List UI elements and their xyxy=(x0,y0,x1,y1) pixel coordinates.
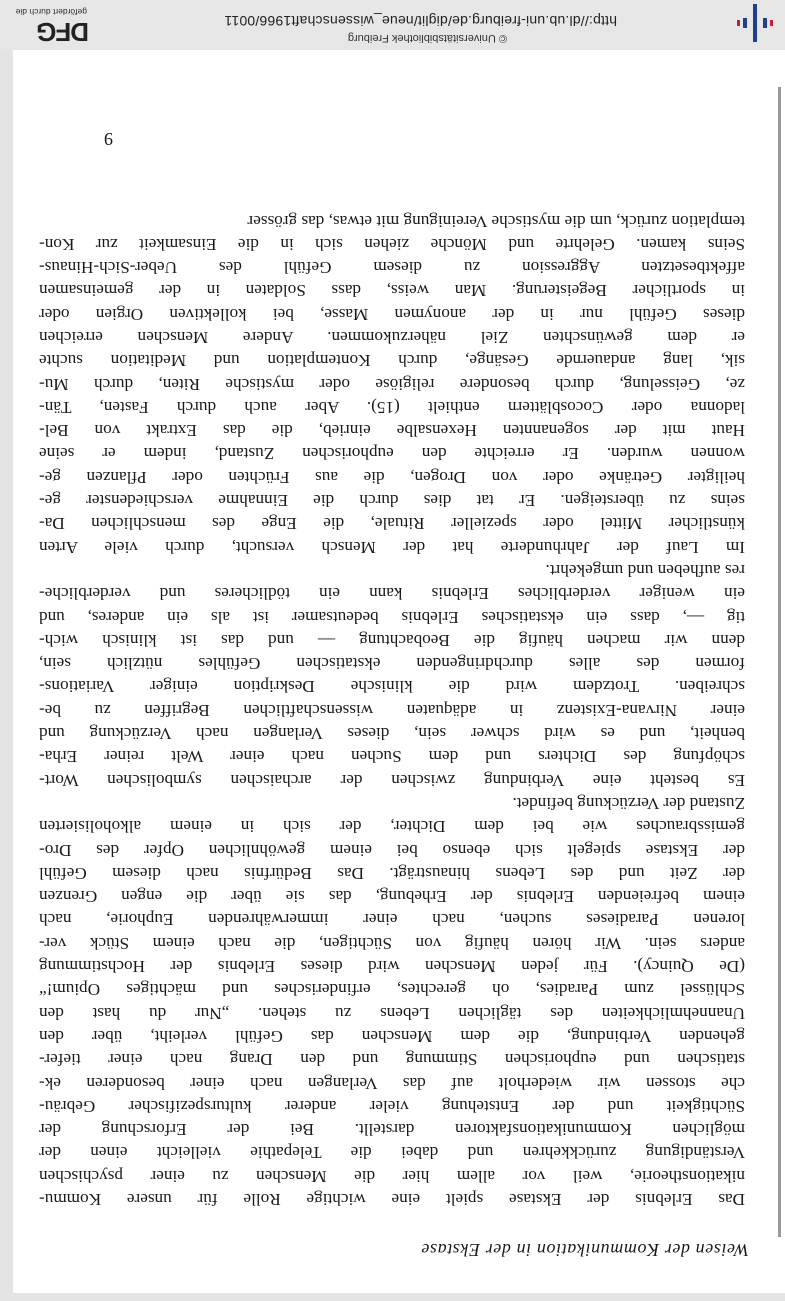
text-line: res aufheben und umgekehrt. xyxy=(545,560,745,580)
text-line: Verständigung zurückkehren und dabei die Telepathie vielleicht einen der xyxy=(39,1143,745,1163)
scanned-page xyxy=(13,50,785,1293)
text-line: Das Erlebnis der Ekstase spielt eine wichtige Rolle für unsere Kommu- xyxy=(39,1190,745,1209)
text-line: Es besteht eine Verbindung zwischen der archaischen symbolischen Wort- xyxy=(39,770,745,790)
text-line: Schlüssel zum Paradies, oh gerechtes, erfinderisches und mächtiges Opium!“ xyxy=(39,980,745,1000)
text-line: möglichen Kommunikationsfaktoren darstellt. Bei der Erforschung der xyxy=(39,1120,745,1140)
text-line: ladonna oder Cocosblättern enthielt (15). Aber auch durch Fasten, Tän- xyxy=(39,397,745,417)
body-text xyxy=(39,209,745,1211)
text-line: heiligter Getränke oder von Drogen, die aus Früchten oder Pflanzen ge- xyxy=(39,467,745,487)
text-line: schöpfung des Dichters und dem Suchen nach einer Welt reiner Erha- xyxy=(39,747,745,767)
text-line: einem befreienden Erlebnis der Erhebung, das sie über die engen Grenzen xyxy=(39,887,745,907)
text-line: denn wir machen häufig die Beobachtung — und das ist klinisch wich- xyxy=(39,630,745,650)
footer-url[interactable]: http://dl.ub.uni-freiburg.de/diglit/neue_wissenschaft1966/0011 xyxy=(224,13,617,29)
page-number: 9 xyxy=(104,129,113,149)
footer-bar xyxy=(0,0,785,50)
text-line: templation zurück, um die mystische Vereinigung mit etwas, das grösser xyxy=(247,211,745,231)
text-line: benheit, und es wird schwer sein, dieses Verlangen nach Verzückung und xyxy=(39,724,745,744)
text-line: Seins kamen. Gelehrte und Mönche ziehen sich in die Einsamkeit zur Kon- xyxy=(39,234,745,254)
text-line: sik, lang andauernde Gesänge, durch Kontemplation und Meditation suchte xyxy=(39,351,745,371)
text-line: anders sein. Wir hören häufig von Süchtigen, die nach einem Stück ver- xyxy=(39,933,745,953)
text-line: Haut mit der sogenannten Hexensalbe einrieb, die das Extrakt von Bel- xyxy=(39,421,745,441)
text-line: seins zu übersteigen. Er tat dies durch die Einnahme verschiedenster ge- xyxy=(39,491,745,511)
footer-credit: © Universitätsbibliothek Freiburg xyxy=(347,32,507,44)
text-line: gemissbrauches wie bei dem Dichter, der sich in einem alkoholisierten xyxy=(39,817,745,837)
text-line: der Zeit und des Lebens hinausträgt. Das Bedürfnis nach diesem Gefühl xyxy=(39,863,745,883)
text-line: dieses Gefühl nur in der anonymen Masse, bei kollektiven Orgien oder xyxy=(39,304,745,324)
text-line: statischen und euphorischen Stimmung und den Drang nach einer tiefer- xyxy=(39,1050,745,1070)
paragraph xyxy=(39,559,745,792)
dfg-logo-text: DFG xyxy=(37,17,89,47)
paragraph xyxy=(39,792,745,1211)
text-line: che stossen wir wiederholt auf das Verlangen nach einer besonderen ek- xyxy=(39,1073,745,1093)
text-line: einer Nirvana-Existenz in adäquaten wissenschaftlichen Begriffen zu be- xyxy=(39,700,745,720)
text-line: künstlicher Mittel oder spezieller Rituale, die Enge des menschlichen Da- xyxy=(39,514,745,534)
paragraph xyxy=(39,209,745,558)
running-head: Weisen der Kommunikation in der Ekstase xyxy=(420,1240,749,1260)
text-line: gehenden Verbindung, die dem Menschen das Gefühl verleiht, über den xyxy=(39,1026,745,1046)
dfg-logo-subtext: gefördert durch die xyxy=(15,7,87,17)
text-line: Süchtigkeit und der Entstehung vieler anderer kulturspezifischer Gebräu- xyxy=(39,1096,745,1116)
text-line: er dem gewünschten Ziel näherzukommen. Andere Menschen erreichen xyxy=(39,328,745,348)
text-line: (De Quincy). Für jeden Menschen wird dieses Erlebnis der Hochstimmung xyxy=(39,957,745,977)
text-line: Im Lauf der Jahrhunderte hat der Mensch versucht, durch viele Arten xyxy=(39,537,745,557)
text-line: lorenen Paradieses suchen, nach einer immerwährenden Euphorie, nach xyxy=(39,910,745,930)
text-line: der Ekstase spiegelt sich ebenso bei einem gewöhnlichen Opfer des Dro- xyxy=(39,840,745,860)
text-line: ze, Geisselung, durch besondere religiöse oder mystische Riten, durch Mu- xyxy=(39,374,745,394)
text-line: Unannehmlichkeiten des täglichen Lebens zu stehen. „Nur du hast den xyxy=(39,1003,745,1023)
text-line: formen des alles durchdringenden ekstatischen Gefühles nützlich sein, xyxy=(39,654,745,674)
text-line: Zustand der Verzückung befindet. xyxy=(512,793,745,813)
text-line: affektbesetzten Aggression zu diesem Gefühl des Ueber-Sich-Hinaus- xyxy=(39,258,745,278)
uni-freiburg-logo-icon xyxy=(735,4,775,42)
text-line: wonnen wurden. Er erreichte den euphorischen Zustand, indem er seine xyxy=(39,444,745,464)
scan-edge-rule xyxy=(778,87,781,1237)
text-line: in sportlicher Begeisterung. Man weiss, dass Soldaten in der gemeinsamen xyxy=(39,281,745,301)
text-line: ein weniger verderbliches Erlebnis kann ein tödlicheres und verderbliche- xyxy=(39,584,745,604)
text-line: tig —, dass ein ekstatisches Erlebnis bedeutsamer ist als ein anderes, und xyxy=(39,607,745,627)
text-line: nikationstheorie, weil vor allem hier die Menschen zu einer psychischen xyxy=(39,1166,745,1186)
text-line: schreiben. Trotzdem wird die klinische Deskription einiger Variations- xyxy=(39,677,745,697)
dfg-logo-icon xyxy=(1,3,89,47)
